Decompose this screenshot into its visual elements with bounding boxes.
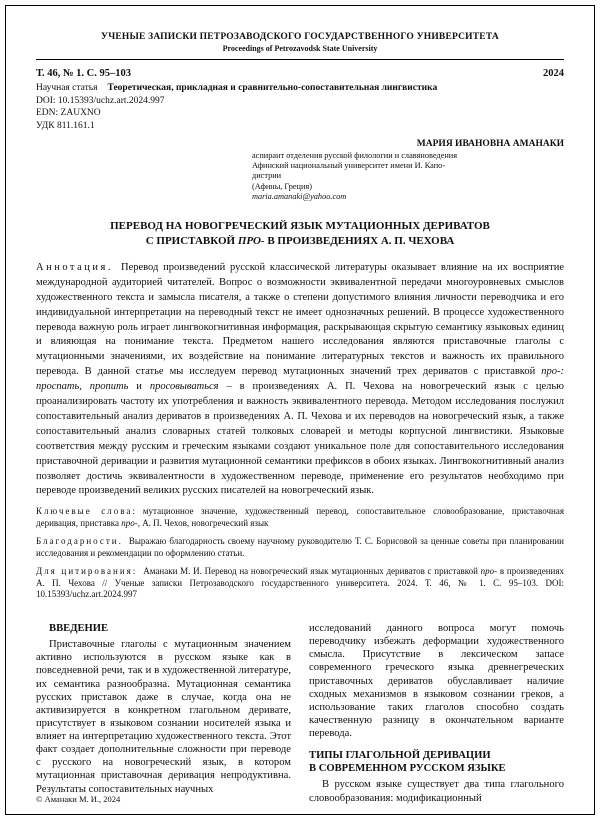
abstract-text: Перевод произведений русской классической литературы оказывает влияние на их восприятие международной аудиторией читателей. Вопрос о возможности эквивалентной передачи многоуровневых смыслов художественного текста и замысла писателя, а также о степени допустимого влияния личности переводчика и его индивидуальной интерпретации на переводный текст не имеет однозначных решений. В процессе художественного перевода важную роль играет лингвокогнитивная информация, раскрывающая скрытую семантику языковых единиц и влияющая на понимание текста. Предметом нашего исследования являются приставочные глаголы с мутационными значениями, их воздействие на понимание литературных текстов и важность их правильного перевода. В данной статье мы исследуем перевод мутационных значений трех дериватов с приставкой про-: проспать, пропить и просовываться – в произведениях А. П. Чехова на новогреческий язык с целью проанализировать частоту их употребления и важность эквивалентного перевода. Методом исследования послужил сопоставительный анализ дериватов в произведениях А. П. Чехова и их переводов на новогреческий язык, а также сопоставительный анализ словарных статей толковых словарей и методы корпусной лингвистики. Языковые соответствия между русским и греческим языками создают уникальное поле для сопоставительного исследования приставочной деривации и развития мутационной семантики префиксов в обоих языках. Лингвокогнитивный анализ позволяет достичь эквивалентности в художественном переводе, применение его результатов необходимо при переводе произведений великих русских писателей на новогреческий язык. bbox=[36, 261, 564, 497]
keywords-label: Ключевые слова: bbox=[36, 506, 137, 517]
article-type: Научная статья bbox=[36, 83, 98, 93]
doi-line[interactable]: DOI: 10.15393/uchz.art.2024.997 bbox=[36, 95, 165, 106]
section-heading-introduction: ВВЕДЕНИЕ bbox=[49, 623, 109, 634]
acknowledgements-label: Благодарности. bbox=[36, 536, 123, 547]
column-right bbox=[309, 622, 564, 805]
article-title-line2: С ПРИСТАВКОЙ ПРО- В ПРОИЗВЕДЕНИЯХ А. П. ЧЕХОВА bbox=[145, 234, 455, 247]
author-email[interactable]: maria.amanaki@yahoo.com bbox=[252, 191, 347, 201]
abstract-paragraph bbox=[36, 261, 564, 500]
journal-masthead bbox=[36, 32, 564, 53]
header-divider bbox=[36, 59, 564, 60]
author-name: МАРИЯ ИВАНОВНА АМАНАКИ bbox=[416, 138, 564, 149]
introduction-paragraph: Приставочные глаголы с мутационным значением активно используются в русском языке как в повседневной речи, так и в художественной литературе, их семантика разнообразна. Мутационная семантика русских приставок даже в случае, когда она не активизируется в конкретном глагольном деривате, присутствует в языковом сознании носителей языка и влияет на интерпретацию художественного текста. Этот факт создает дополнительные сложности при переводе с русского на новогреческий язык, в котором мутационная приставочная деривация непродуктивна. Результаты сопоставительных научных bbox=[36, 639, 291, 795]
udc-line: УДК 811.161.1 bbox=[36, 120, 95, 131]
two-column-body bbox=[36, 622, 564, 805]
author-block bbox=[252, 139, 564, 203]
article-title bbox=[36, 219, 564, 248]
derivation-types-paragraph: В русском языке существует два типа глагольного словообразования: модификационный bbox=[309, 779, 564, 804]
author-details bbox=[252, 151, 474, 203]
acknowledgements-text: Выражаю благодарность своему научному руководителю Т. С. Борисовой за ценные советы при планировании исследования и рекомендации по оформлению статьи. bbox=[36, 536, 564, 558]
section-heading-derivation-types bbox=[309, 749, 564, 775]
volume-pages: Т. 46, № 1. С. 95–103 bbox=[36, 68, 131, 79]
journal-page bbox=[5, 5, 595, 815]
copyright-footer: © Аманаки М. И., 2024 bbox=[36, 794, 121, 804]
journal-title-ru: УЧЕНЫЕ ЗАПИСКИ ПЕТРОЗАВОДСКОГО ГОСУДАРСТВЕННОГО УНИВЕРСИТЕТА bbox=[101, 32, 499, 42]
edn-line: EDN: ZAUXNO bbox=[36, 108, 101, 118]
author-affiliation-line1: Афинский национальный университет имени И. Капо- bbox=[252, 160, 446, 170]
author-position: аспирант отделения русской филологии и славяноведения bbox=[252, 150, 458, 160]
year: 2024 bbox=[543, 68, 564, 79]
author-location: (Афины, Греция) bbox=[252, 181, 312, 191]
author-affiliation-line2: дистрии bbox=[252, 171, 282, 181]
keywords-paragraph bbox=[36, 506, 564, 529]
citation-label: Для цитирования: bbox=[36, 566, 138, 577]
journal-title-en: Proceedings of Petrozavodsk State University bbox=[222, 44, 378, 53]
volume-row bbox=[36, 68, 564, 79]
article-category: Теоретическая, прикладная и сравнительно-сопоставительная лингвистика bbox=[107, 83, 438, 93]
section-heading-derivation-line1: ТИПЫ ГЛАГОЛЬНОЙ ДЕРИВАЦИИ bbox=[309, 750, 491, 762]
section-heading-derivation-line2: В СОВРЕМЕННОМ РУССКОМ ЯЗЫКЕ bbox=[309, 763, 506, 775]
abstract-label: Аннотация. bbox=[36, 261, 114, 273]
article-type-row bbox=[36, 83, 564, 93]
continuation-paragraph: исследований данного вопроса могут помочь переводчику избежать деформации художественного смысла. Присутствие в лексическом запасе современного греческого языка древнегреческих приставочных дериватов обуславливает наличие сходных механизмов в языковом сознании греков, а использование таких глаголов способно создать качественную разницу в окончательном варианте перевода. bbox=[309, 623, 564, 739]
citation-text: Аманаки М. И. Перевод на новогреческий язык мутационных дериватов с приставкой про- в произведениях А. П. Чехова // Ученые записки Петрозаводского государственного университета. 2024. Т. 46, № 1. С. 95–103. DOI: 10.15393/uchz.art.2024.997 bbox=[36, 566, 564, 600]
citation-paragraph bbox=[36, 566, 564, 601]
column-left bbox=[36, 622, 291, 805]
article-title-line1: ПЕРЕВОД НА НОВОГРЕЧЕСКИЙ ЯЗЫК МУТАЦИОННЫХ ДЕРИВАТОВ bbox=[110, 220, 490, 233]
keywords-text: мутационное значение, художественный перевод, сопоставительное словообразование, приставочная деривация, приставка про-, А. П. Чехов, новогреческий язык bbox=[36, 506, 564, 528]
acknowledgements-paragraph bbox=[36, 536, 564, 559]
